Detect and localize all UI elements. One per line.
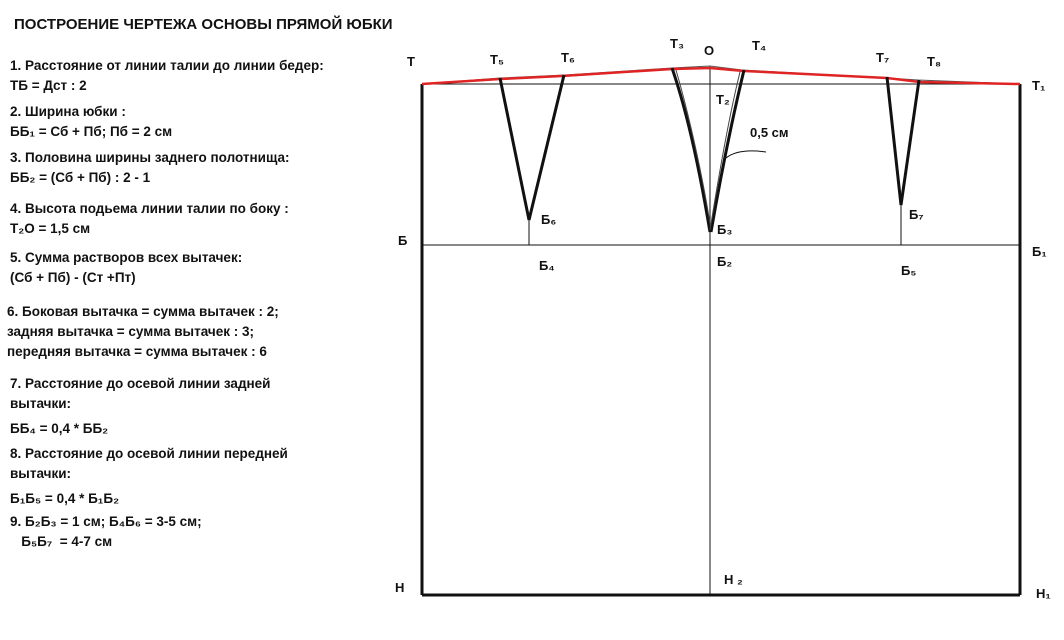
step-line: 2. Ширина юбки :: [10, 104, 126, 119]
point-label-T1: Т₁: [1032, 78, 1046, 93]
step-line: (Сб + Пб) - (Ст +Пт): [10, 270, 136, 285]
point-label-B3: Б₃: [717, 222, 733, 237]
point-label-T5: Т₅: [490, 52, 504, 67]
point-label-T6: Т₆: [561, 50, 575, 65]
point-label-B4: Б₄: [539, 258, 555, 273]
point-label-T: Т: [407, 54, 415, 69]
step-line: 5. Сумма растворов всех вытачек:: [10, 250, 243, 265]
step-line: задняя вытачка = сумма вытачек : 3;: [7, 324, 254, 339]
point-label-T7: Т₇: [876, 50, 890, 65]
annotation-label: 0,5 см: [750, 125, 789, 140]
step-line: передняя вытачка = сумма вытачек : 6: [7, 344, 267, 359]
point-label-B1: Б₁: [1032, 244, 1047, 259]
point-label-H: Н: [395, 580, 405, 595]
point-label-H2: Н ₂: [724, 572, 743, 587]
point-label-B6: Б₆: [541, 212, 557, 227]
step-line: Б₅Б₇ = 4-7 см: [10, 534, 113, 549]
side-dart-left-leg: [672, 68, 710, 232]
step-line: 7. Расстояние до осевой линии задней: [10, 376, 271, 391]
step-line: ББ₄ = 0,4 * ББ₂: [10, 421, 109, 436]
point-label-B2: Б₂: [717, 254, 733, 269]
step-line: вытачки:: [10, 466, 72, 481]
point-label-B7: Б₇: [909, 207, 924, 222]
waist-curve: [422, 68, 1020, 84]
front-dart-left-leg: [887, 77, 901, 205]
point-label-T4: Т₄: [752, 38, 767, 53]
point-label-T2: Т₂: [716, 92, 730, 107]
front-dart-right-leg: [901, 80, 919, 205]
step-line: вытачки:: [10, 396, 72, 411]
point-label-B5: Б₅: [901, 263, 917, 278]
point-label-B: Б: [398, 233, 408, 248]
back-dart-right-leg: [529, 75, 564, 220]
step-line: 6. Боковая вытачка = сумма вытачек : 2;: [7, 304, 279, 319]
step-line: 8. Расстояние до осевой линии передней: [10, 446, 288, 461]
point-label-T3: Т₃: [670, 36, 684, 51]
step-line: Т₂О = 1,5 см: [10, 221, 91, 236]
step-line: ББ₁ = Сб + Пб; Пб = 2 см: [10, 124, 173, 139]
step-line: Б₁Б₅ = 0,4 * Б₁Б₂: [10, 491, 120, 506]
point-label-O: О: [704, 43, 715, 58]
step-line: 9. Б₂Б₃ = 1 см; Б₄Б₆ = 3-5 см;: [10, 514, 202, 529]
step-line: 3. Половина ширины заднего полотнища:: [10, 150, 290, 165]
step-line: ТБ = Дст : 2: [10, 78, 87, 93]
step-line: ББ₂ = (Сб + Пб) : 2 - 1: [10, 170, 151, 185]
back-dart-left-leg: [500, 78, 529, 220]
point-label-T8: Т₈: [927, 54, 942, 69]
step-line: 4. Высота подьема линии талии по боку :: [10, 201, 289, 216]
step-line: 1. Расстояние от линии талии до линии бедер:: [10, 58, 324, 73]
page-title: ПОСТРОЕНИЕ ЧЕРТЕЖА ОСНОВЫ ПРЯМОЙ ЮБКИ: [14, 16, 393, 33]
point-label-H1: Н₁: [1036, 586, 1051, 601]
annotation-leader: [726, 151, 766, 158]
